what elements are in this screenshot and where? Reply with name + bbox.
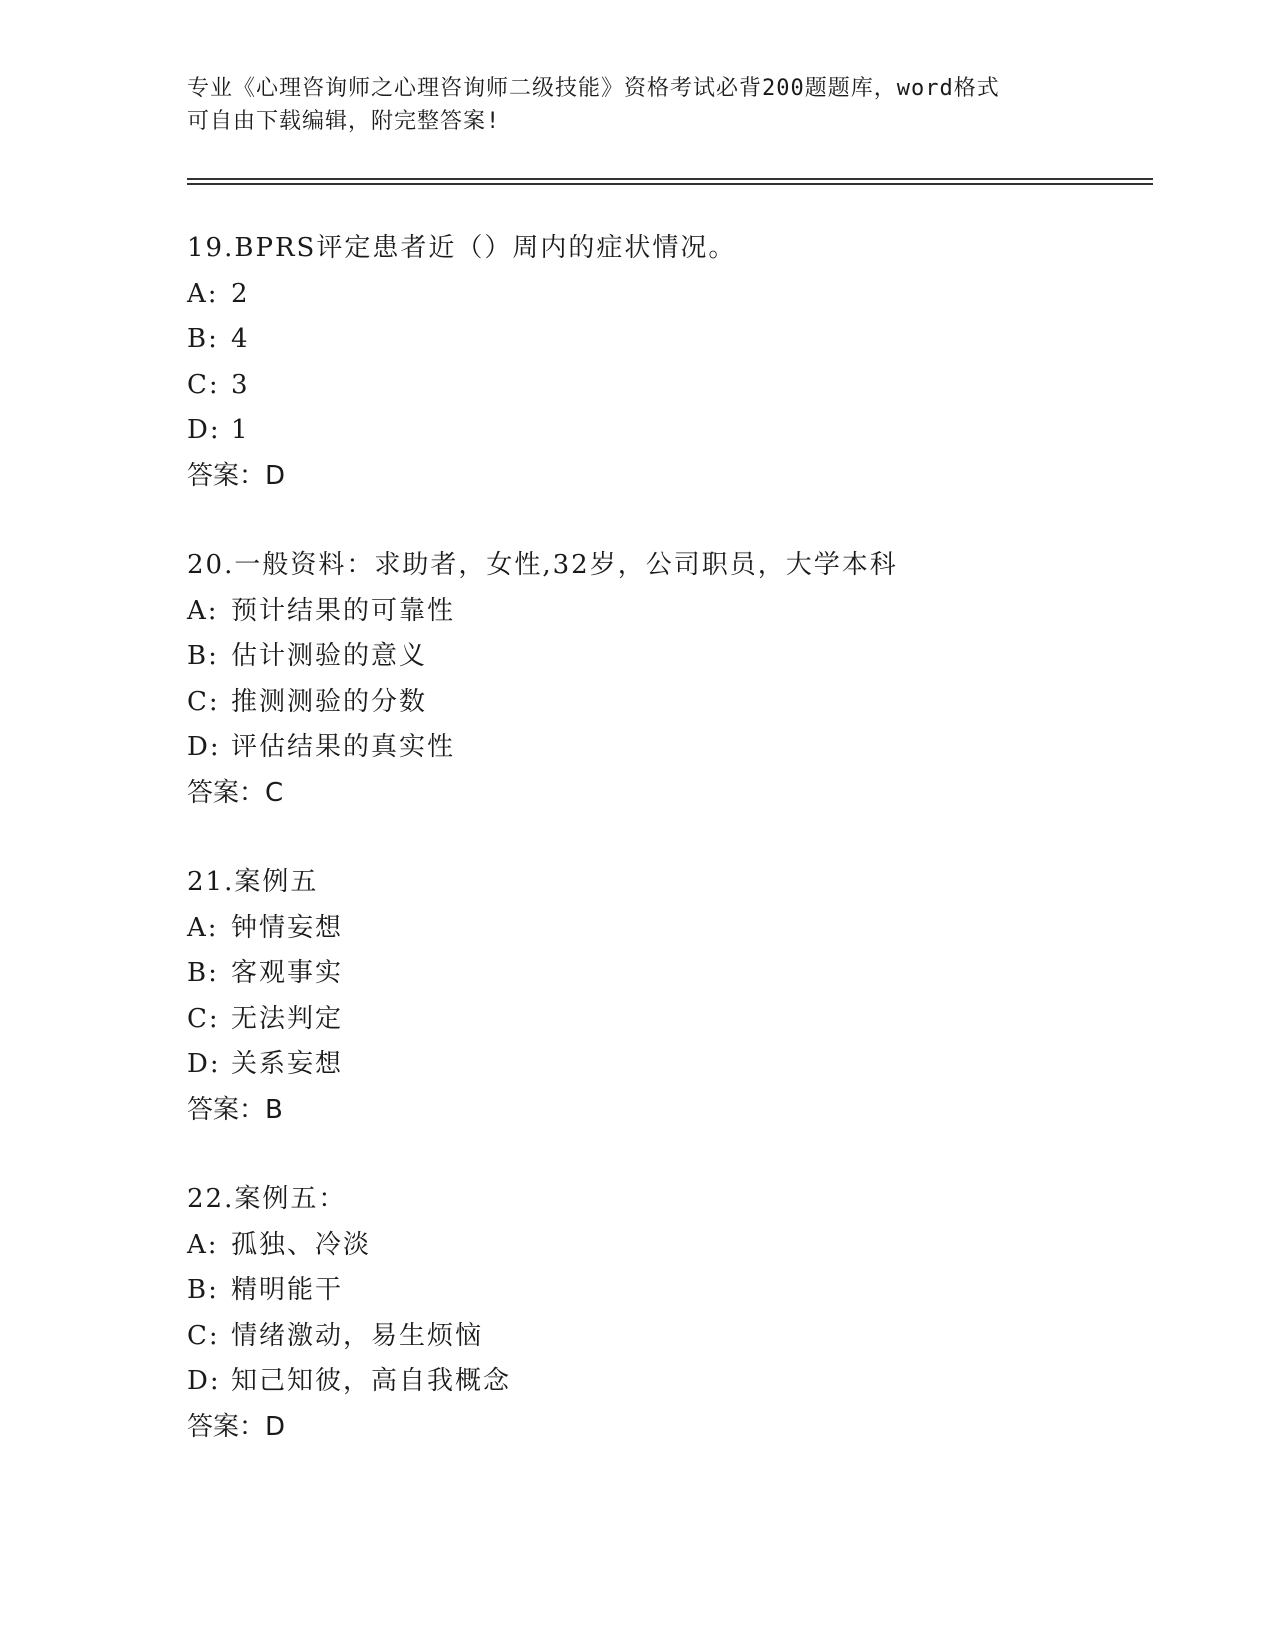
option-label: B: [187,324,219,354]
option-text: 预计结果的可靠性 [231,595,456,626]
question-stem: 19.BPRS评定患者近（）周内的症状情况。 [187,233,737,263]
option-text: 评估结果的真实性 [231,732,456,762]
option-text: 1 [231,415,250,445]
option-label: D: [187,1049,221,1079]
option-b [187,951,1147,997]
option-text: 客观事实 [231,958,344,988]
option-label: C: [187,1003,220,1034]
option-a [187,272,1147,318]
option-label: C: [187,1320,220,1351]
option-label: C: [187,369,220,400]
header-line-2: 可自由下载编辑，附完整答案! [187,109,501,134]
option-a [187,1223,1147,1269]
option-text: 估计测验的意义 [231,641,428,671]
option-a [187,589,1147,635]
option-c [187,363,1147,409]
question-stem: 22.案例五： [187,1184,347,1214]
option-text: 3 [231,369,250,400]
answer-line: 答案：B [187,1094,283,1125]
option-label: D: [187,732,221,762]
question-block [187,1177,1147,1450]
option-text: 4 [231,324,250,354]
option-label: D: [187,415,221,445]
question-block [187,860,1147,1133]
option-text: 精明能干 [231,1275,344,1305]
option-label: A: [187,595,219,626]
option-d [187,1042,1147,1088]
header-divider-top [187,178,1153,180]
question-block [187,543,1147,816]
option-a [187,906,1147,952]
option-label: B: [187,958,219,988]
option-c [187,680,1147,726]
question-stem: 21.案例五 [187,867,319,897]
option-b [187,1268,1147,1314]
option-text: 钟情妄想 [231,912,344,943]
option-label: C: [187,686,220,717]
option-text: 关系妄想 [231,1049,344,1079]
option-text: 无法判定 [231,1003,344,1034]
option-label: D: [187,1366,221,1396]
option-c [187,997,1147,1043]
header-divider-bottom [187,183,1153,185]
option-text: 情绪激动，易生烦恼 [231,1320,484,1351]
option-b [187,634,1147,680]
header-line-1: 专业《心理咨询师之心理咨询师二级技能》资格考试必背200题题库，word格式 [187,76,1000,101]
option-text: 知己知彼，高自我概念 [231,1366,512,1396]
answer-line: 答案：C [187,777,284,808]
option-label: B: [187,1275,219,1305]
option-label: A: [187,912,219,943]
answer-line: 答案：D [187,460,286,491]
option-label: A: [187,278,219,309]
answer-line: 答案：D [187,1411,286,1442]
option-d [187,408,1147,454]
question-stem: 20.一般资料：求助者，女性,32岁，公司职员，大学本科 [187,550,898,580]
option-label: B: [187,641,219,671]
option-text: 孤独、冷淡 [231,1229,372,1260]
option-c [187,1314,1147,1360]
option-d [187,1359,1147,1405]
option-text: 推测测验的分数 [231,686,428,717]
document-header [187,72,1087,138]
option-text: 2 [231,278,250,309]
question-block [187,226,1147,499]
option-b [187,317,1147,363]
option-label: A: [187,1229,219,1260]
option-d [187,725,1147,771]
